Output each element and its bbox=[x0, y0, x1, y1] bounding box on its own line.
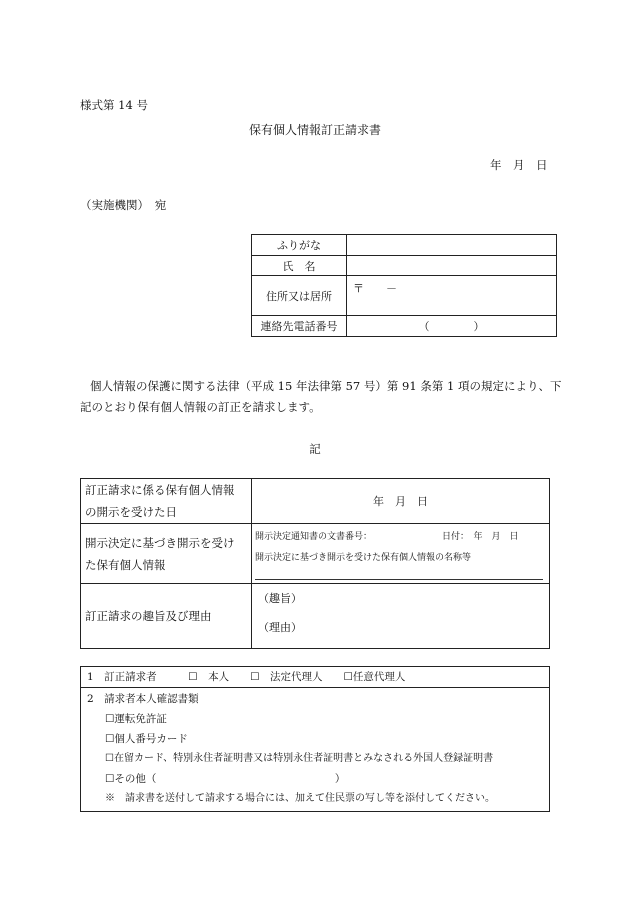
checkbox-my-number-card[interactable]: ☐個人番号カード bbox=[105, 733, 188, 745]
disclosure-date-label-line2: の開示を受けた日 bbox=[85, 505, 177, 519]
address-label: 住所又は居所 bbox=[252, 276, 347, 316]
disclosed-info-label-line2: た保有個人情報 bbox=[85, 557, 166, 572]
info-name-underline bbox=[255, 579, 543, 580]
form-number: 様式第 14 号 bbox=[80, 98, 148, 112]
id-documents-heading: 2 請求者本人確認書類 bbox=[87, 693, 199, 705]
doc-number-label: 開示決定通知書の文書番号： bbox=[255, 532, 373, 542]
info-name-label: 開示決定に基づき開示を受けた保有個人情報の名称等 bbox=[255, 553, 472, 563]
intro-line-2: 記のとおり保有個人情報の訂正を請求します。 bbox=[80, 400, 321, 414]
applicant-table bbox=[251, 234, 557, 337]
checkbox-residence-card[interactable]: ☐在留カード、特別永住者証明書又は特別永住者証明書とみなされる外国人登録証明書 bbox=[105, 753, 494, 764]
attachment-note: ※ 請求書を送付して請求する場合には、加えて住民票の写し等を添付してください。 bbox=[105, 793, 495, 804]
phone-label: 連絡先電話番号 bbox=[252, 316, 347, 337]
checkbox-drivers-license[interactable]: ☐運転免許証 bbox=[105, 713, 167, 725]
disclosure-date-label-line1: 訂正請求に係る保有個人情報 bbox=[85, 483, 235, 497]
disclosed-info-label-line1: 開示決定に基づき開示を受け bbox=[85, 535, 235, 550]
request-table bbox=[80, 478, 550, 649]
intro-line-1: 個人情報の保護に関する法律（平成 15 年法律第 57 号）第 91 条第 1 項の規定により、下 bbox=[90, 379, 562, 393]
disclosure-date-field[interactable] bbox=[252, 479, 550, 524]
purpose-label: （趣旨） bbox=[258, 592, 302, 605]
date-line: 年 月 日 bbox=[490, 158, 548, 172]
addressee: （実施機関） 宛 bbox=[80, 198, 167, 212]
id-documents-section bbox=[81, 688, 550, 812]
requester-type-row bbox=[81, 667, 550, 688]
disclosure-date-value: 年 月 日 bbox=[373, 495, 428, 508]
name-label: 氏 名 bbox=[252, 256, 347, 276]
furigana-field[interactable] bbox=[347, 235, 557, 256]
postal-mark: 〒 － bbox=[353, 282, 397, 295]
ki-label: 記 bbox=[309, 442, 321, 456]
phone-parens: （ ） bbox=[418, 320, 485, 333]
doc-date-label: 日付： 年 月 日 bbox=[442, 532, 519, 542]
page-title: 保有個人情報訂正請求書 bbox=[248, 123, 381, 137]
phone-field[interactable] bbox=[347, 316, 557, 337]
purpose-reason-label: 訂正請求の趣旨及び理由 bbox=[81, 584, 252, 649]
name-field[interactable] bbox=[347, 256, 557, 276]
purpose-reason-field[interactable] bbox=[252, 584, 550, 649]
reason-label: （理由） bbox=[258, 621, 302, 634]
requester-type-options[interactable]: 1 訂正請求者 ☐ 本人 ☐ 法定代理人 ☐任意代理人 bbox=[87, 671, 406, 683]
disclosed-info-label bbox=[81, 524, 252, 584]
address-field[interactable] bbox=[347, 276, 557, 316]
furigana-label: ふりがな bbox=[252, 235, 347, 256]
requester-table bbox=[80, 666, 550, 812]
disclosure-date-label bbox=[81, 479, 252, 524]
disclosed-info-field[interactable] bbox=[252, 524, 550, 584]
checkbox-other[interactable]: ☐その他（ ） bbox=[105, 773, 346, 785]
